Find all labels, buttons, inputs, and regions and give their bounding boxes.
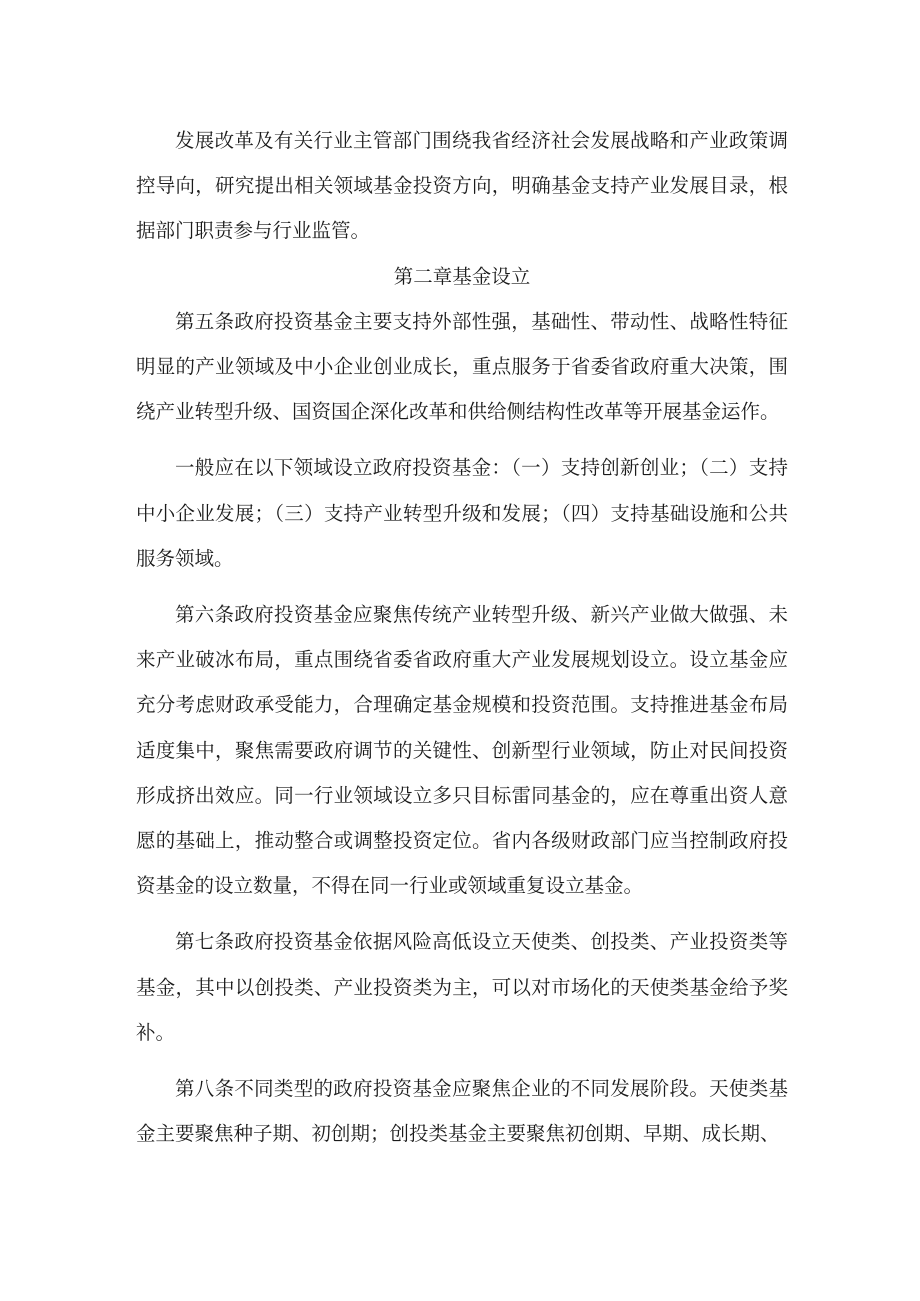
paragraph-intro: 发展改革及有关行业主管部门围绕我省经济社会发展战略和产业政策调控导向，研究提出相关领域基金投资方向，明确基金支持产业发展目录，根据部门职责参与行业监管。 <box>136 129 788 243</box>
paragraph-article-5: 第五条政府投资基金主要支持外部性强，基础性、带动性、战略性特征明显的产业领域及中小企业创业成长，重点服务于省委省政府重大决策，围绕产业转型升级、国资国企深化改革和供给侧结构性改革等开展基金运作。 <box>136 309 788 424</box>
chapter-heading: 第二章基金设立 <box>393 264 531 288</box>
paragraph-spacer <box>136 434 788 445</box>
paragraph-spacer <box>136 581 788 592</box>
paragraph-article-8: 第八条不同类型的政府投资基金应聚焦企业的不同发展阶段。天使类基金主要聚焦种子期、初创期；创投类基金主要聚焦初创期、早期、成长期、 <box>136 1077 788 1146</box>
document-body <box>136 118 788 1156</box>
paragraph-article-6: 第六条政府投资基金应聚焦传统产业转型升级、新兴产业做大做强、未来产业破冰布局，重点围绕省委省政府重大产业发展规划设立。设立基金应充分考虑财政承受能力，合理确定基金规模和投资范围。支持推进基金布局适度集中，聚焦需要政府调节的关键性、创新型行业领域，防止对民间投资形成挤出效应。同一行业领域设立多只目标雷同基金的，应在尊重出资人意愿的基础上，推动整合或调整投资定位。省内各级财政部门应当控制政府投资基金的设立数量，不得在同一行业或领域重复设立基金。 <box>136 603 788 898</box>
paragraph-spacer <box>136 908 788 919</box>
paragraph-fields-list: 一般应在以下领域设立政府投资基金：（一）支持创新创业；（二）支持中小企业发展；（三）支持产业转型升级和发展；（四）支持基础设施和公共服务领域。 <box>136 456 788 570</box>
paragraph-spacer <box>136 1055 788 1066</box>
paragraph-article-7: 第七条政府投资基金依据风险高低设立天使类、创投类、产业投资类等基金，其中以创投类、产业投资类为主，可以对市场化的天使类基金给予奖补。 <box>136 930 788 1044</box>
